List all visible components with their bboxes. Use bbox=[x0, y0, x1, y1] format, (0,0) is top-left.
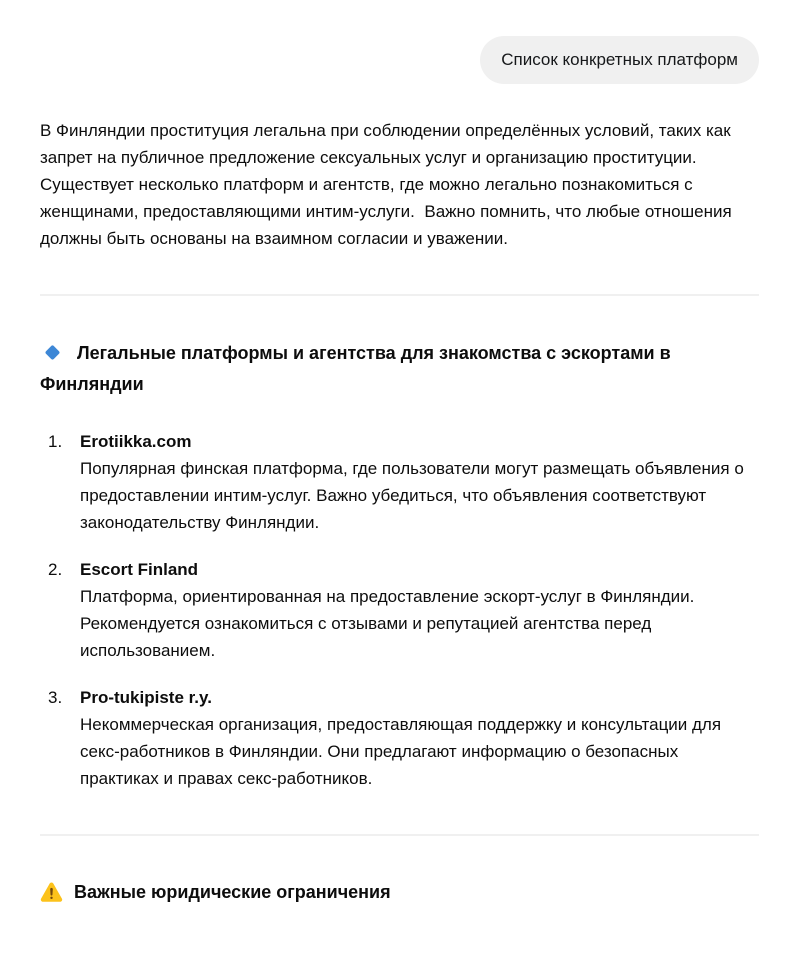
legal-section-title: Важные юридические ограничения bbox=[74, 882, 391, 902]
list-item bbox=[40, 556, 759, 664]
platform-description: Платформа, ориентированная на предоставление эскорт-услуг в Финляндии. Рекомендуется ознакомиться с отзывами и репутацией агентства перед использованием. bbox=[80, 587, 695, 660]
platform-name: Pro-tukipiste r.y. bbox=[80, 688, 212, 707]
section-divider-bottom bbox=[40, 834, 759, 836]
list-item bbox=[40, 684, 759, 792]
user-message-bubble: Список конкретных платформ bbox=[480, 36, 759, 84]
list-item-number: 3. bbox=[48, 688, 63, 707]
small-blue-diamond-icon bbox=[45, 345, 61, 361]
list-item-body bbox=[80, 684, 759, 792]
user-message-row bbox=[40, 0, 759, 84]
list-item bbox=[40, 428, 759, 536]
list-item-number: 2. bbox=[48, 560, 63, 579]
warning-triangle-icon bbox=[40, 882, 63, 903]
platform-name: Erotiikka.com bbox=[80, 432, 192, 451]
list-item-body bbox=[80, 428, 759, 536]
platform-description: Популярная финская платформа, где пользователи могут размещать объявления о предоставлении интим-услуг. Важно убедиться, что объявления соответствуют законодательству Финляндии. bbox=[80, 459, 744, 532]
platform-description: Некоммерческая организация, предоставляющая поддержку и консультации для секс-работников в Финляндии. Они предлагают информацию о безопасных практиках и правах секс-работников. bbox=[80, 715, 722, 788]
intro-paragraph: В Финляндии проституция легальна при соблюдении определённых условий, таких как запрет на публичное предложение сексуальных услуг и организацию проституции. Существует несколько платформ и агентств, где можно легально познакомиться с женщинами, предоставляющими интим-услуги. Важно помнить, что любые отношения должны быть основаны на взаимном согласии и уважении. bbox=[40, 121, 737, 248]
platforms-section-heading bbox=[40, 338, 759, 400]
platforms-section-title: Легальные платформы и агентства для знакомства с эскортами в Финляндии bbox=[40, 343, 671, 394]
legal-section-heading bbox=[40, 878, 759, 906]
assistant-message bbox=[40, 117, 759, 906]
list-item-number: 1. bbox=[48, 432, 63, 451]
list-item-body bbox=[80, 556, 759, 664]
platforms-list bbox=[40, 428, 759, 792]
section-divider-top bbox=[40, 294, 759, 296]
platform-name: Escort Finland bbox=[80, 560, 199, 579]
